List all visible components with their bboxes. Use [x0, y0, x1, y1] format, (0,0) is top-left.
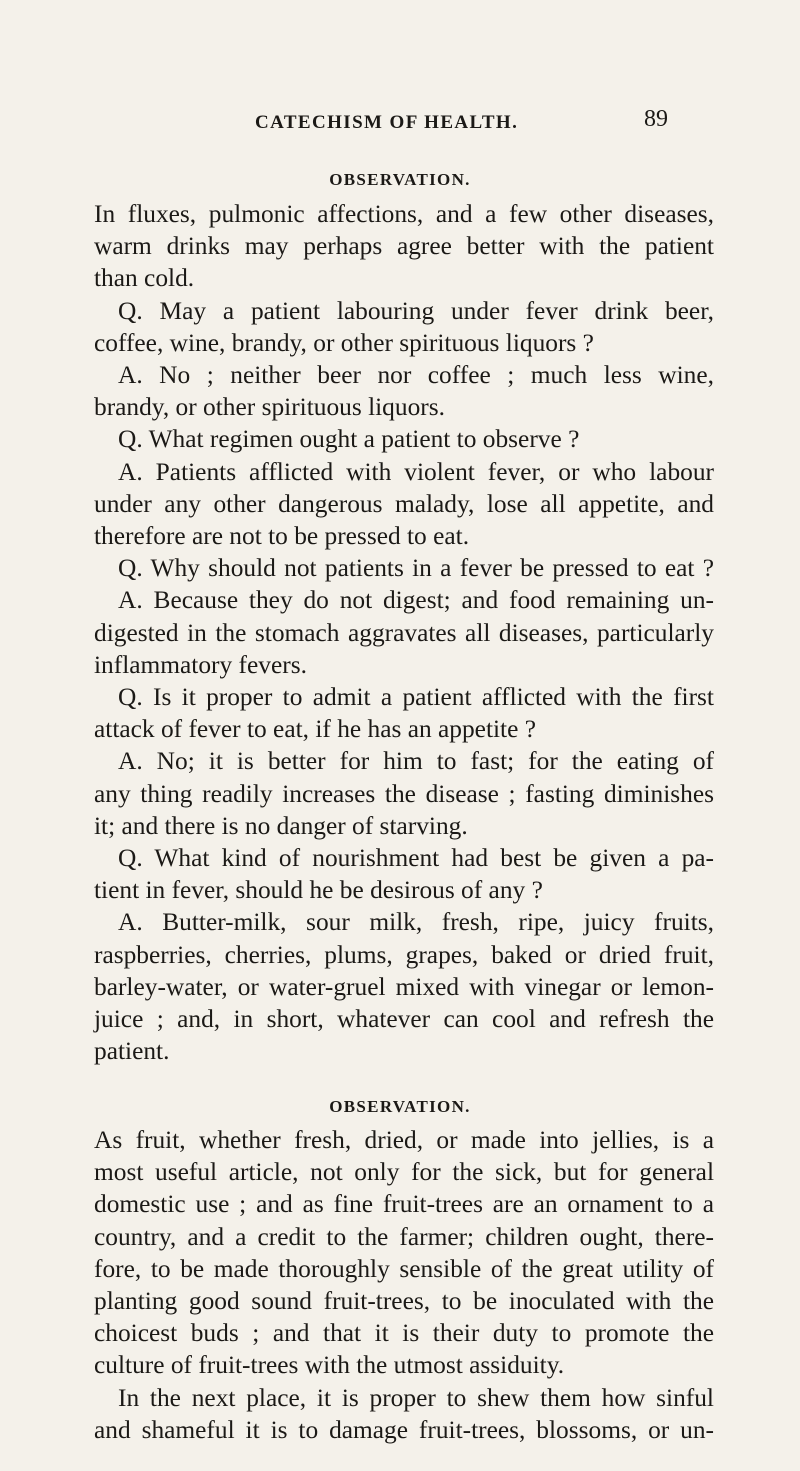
observation-heading-1: OBSERVATION.	[329, 170, 471, 189]
text-line: A. No ; neither beer nor coffee ; much less wine,	[118, 361, 714, 390]
text-line: any thing readily increases the disease ; fasting diminishes	[94, 779, 714, 808]
text-line: Q. Why should not patients in a fever be pressed to eat ?	[118, 554, 714, 583]
text-line: Q. Is it proper to admit a patient afflicted with the first	[118, 683, 714, 712]
running-head: CATECHISM OF HEALTH.	[255, 112, 519, 133]
text-line: juice ; and, in short, whatever can cool and refresh the	[94, 1005, 714, 1034]
text-line: culture of fruit-trees with the utmost assiduity.	[94, 1351, 565, 1380]
text-line: A. Butter-milk, sour milk, fresh, ripe, juicy fruits,	[118, 908, 714, 937]
text-line: therefore are not to be pressed to eat.	[94, 522, 470, 551]
text-line: inflammatory fevers.	[94, 650, 307, 679]
text-line: attack of fever to eat, if he has an appetite ?	[94, 715, 536, 744]
text-line: domestic use ; and as fine fruit-trees are an ornament to a	[94, 1190, 714, 1219]
text-line: and shameful it is to damage fruit-trees, blossoms, or un-	[94, 1415, 714, 1444]
text-line: warm drinks may perhaps agree better with the patient	[94, 232, 714, 261]
text-line: As fruit, whether fresh, dried, or made into jellies, is a	[94, 1126, 714, 1154]
text-line: most useful article, not only for the sick, but for general	[94, 1158, 714, 1187]
catechism-text	[94, 198, 714, 1067]
text-line: A. Patients afflicted with violent fever, or who labour	[118, 457, 714, 486]
text-line: A. No; it is better for him to fast; for the eating of	[118, 747, 714, 776]
text-line: A. Because they do not digest; and food remaining un-	[118, 586, 714, 615]
text-line: planting good sound fruit-trees, to be inoculated with the	[94, 1287, 714, 1316]
text-line: patient.	[94, 1037, 170, 1066]
text-line: In fluxes, pulmonic affections, and a few other diseases,	[94, 200, 714, 228]
page-number: 89	[644, 106, 668, 132]
text-line: it; and there is no danger of starving.	[94, 811, 468, 840]
text-line: digested in the stomach aggravates all diseases, particularly	[94, 618, 714, 647]
text-line: Q. What regimen ought a patient to observe ?	[118, 425, 580, 454]
observation-heading-2: OBSERVATION.	[329, 1097, 471, 1116]
text-line: fore, to be made thoroughly sensible of the great utility of	[94, 1254, 714, 1283]
text-line: under any other dangerous malady, lose all appetite, and	[94, 489, 714, 518]
observation-text	[94, 1124, 714, 1446]
text-line: than cold.	[94, 264, 195, 293]
text-line: tient in fever, should he be desirous of any ?	[94, 876, 543, 905]
text-line: In the next place, it is proper to shew them how sinful	[118, 1383, 714, 1412]
text-line: country, and a credit to the farmer; children ought, there-	[94, 1222, 714, 1251]
text-line: choicest buds ; and that it is their duty to promote the	[94, 1319, 714, 1348]
text-line: Q. May a patient labouring under fever drink beer,	[118, 296, 714, 325]
text-line: coffee, wine, brandy, or other spirituous liquors ?	[94, 328, 594, 357]
text-line: brandy, or other spirituous liquors.	[94, 393, 445, 422]
text-line: raspberries, cherries, plums, grapes, baked or dried fruit,	[94, 940, 714, 969]
text-line: barley-water, or water-gruel mixed with vinegar or lemon-	[94, 972, 714, 1001]
text-line: Q. What kind of nourishment had best be given a pa-	[118, 844, 714, 873]
